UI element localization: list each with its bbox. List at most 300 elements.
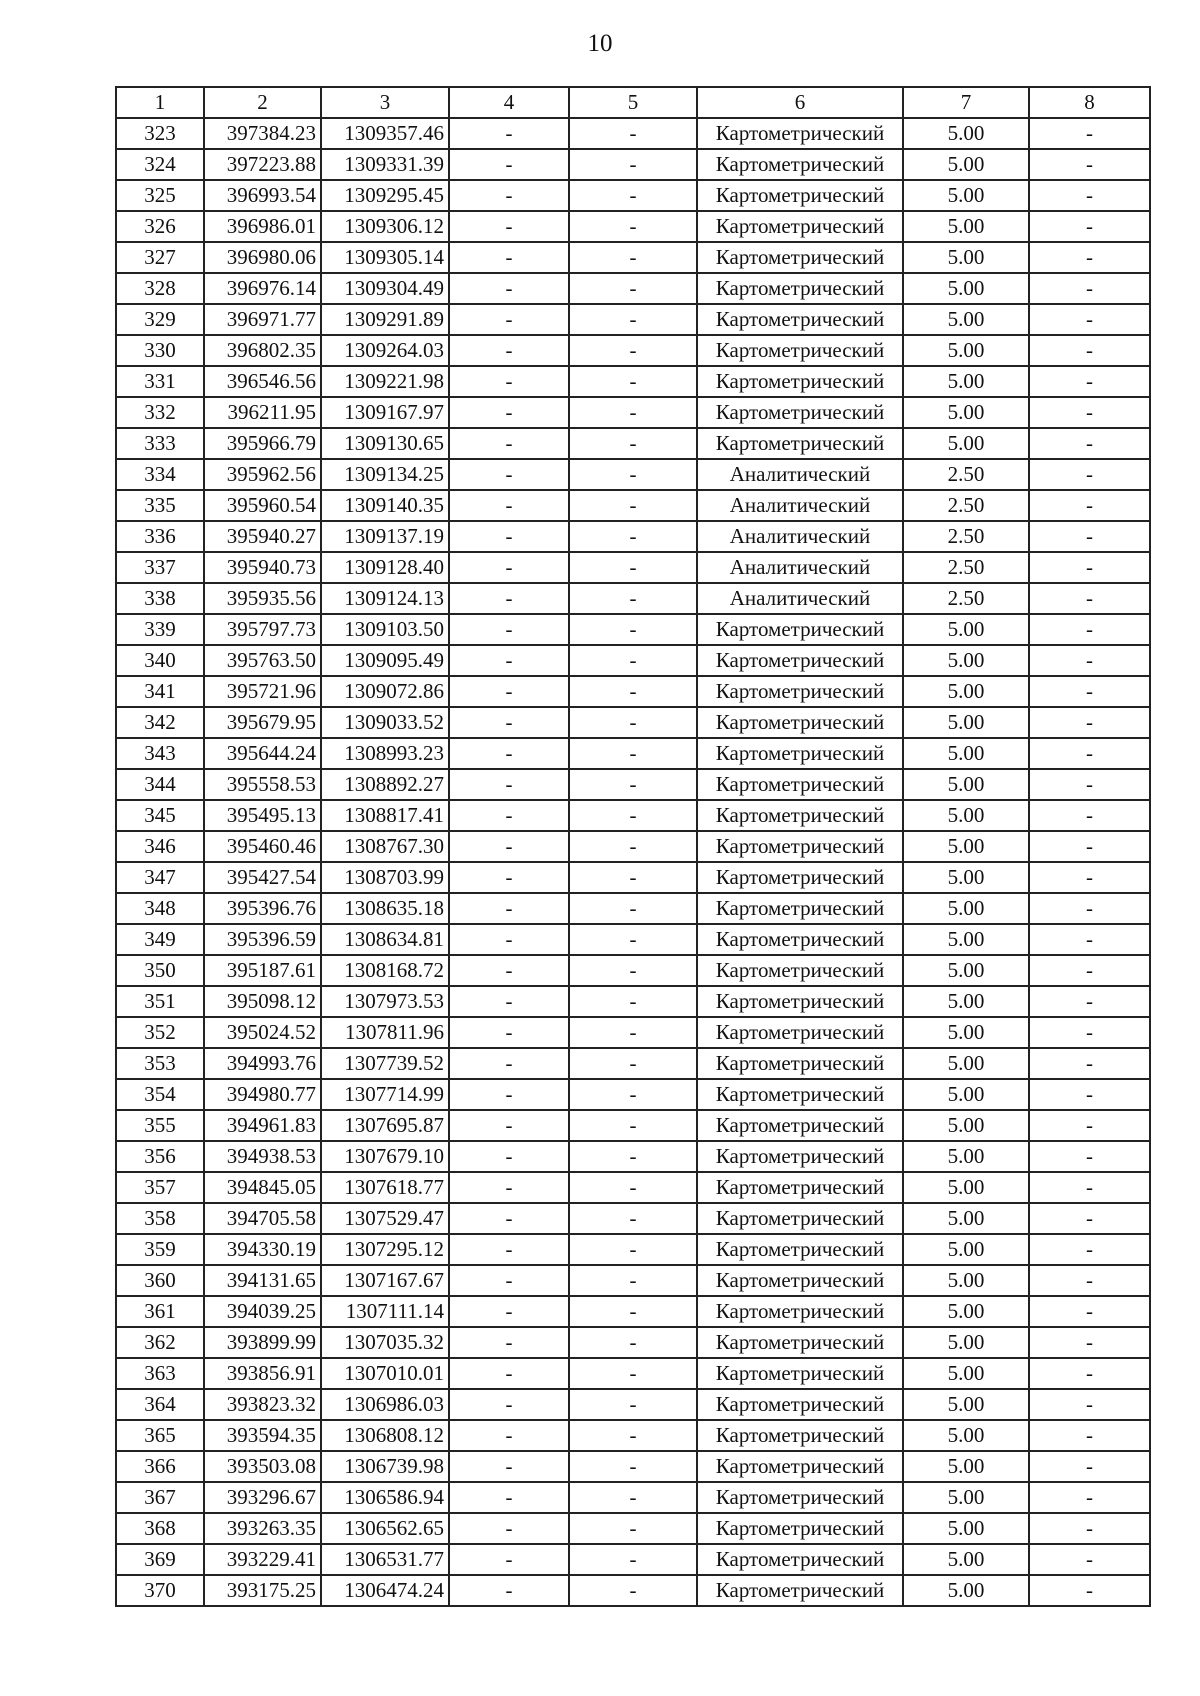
table-row bbox=[116, 707, 1150, 738]
col8-cell: - bbox=[1029, 800, 1150, 831]
col4-cell: - bbox=[449, 676, 569, 707]
method-cell: Картометрический bbox=[697, 1513, 903, 1544]
x-coordinate-cell: 396802.35 bbox=[204, 335, 321, 366]
col5-cell: - bbox=[569, 459, 697, 490]
point-number-cell: 370 bbox=[116, 1575, 204, 1606]
table-row bbox=[116, 1265, 1150, 1296]
col5-cell: - bbox=[569, 1513, 697, 1544]
col8-cell: - bbox=[1029, 366, 1150, 397]
table-row bbox=[116, 490, 1150, 521]
point-number-cell: 358 bbox=[116, 1203, 204, 1234]
x-coordinate-cell: 395797.73 bbox=[204, 614, 321, 645]
x-coordinate-cell: 395024.52 bbox=[204, 1017, 321, 1048]
point-number-cell: 343 bbox=[116, 738, 204, 769]
table-row bbox=[116, 1482, 1150, 1513]
accuracy-cell: 5.00 bbox=[903, 1513, 1029, 1544]
accuracy-cell: 5.00 bbox=[903, 1575, 1029, 1606]
col5-cell: - bbox=[569, 986, 697, 1017]
y-coordinate-cell: 1307973.53 bbox=[321, 986, 449, 1017]
col8-cell: - bbox=[1029, 1451, 1150, 1482]
col4-cell: - bbox=[449, 1482, 569, 1513]
col5-cell: - bbox=[569, 1451, 697, 1482]
col5-cell: - bbox=[569, 1296, 697, 1327]
point-number-cell: 348 bbox=[116, 893, 204, 924]
col4-cell: - bbox=[449, 769, 569, 800]
point-number-cell: 330 bbox=[116, 335, 204, 366]
point-number-cell: 355 bbox=[116, 1110, 204, 1141]
x-coordinate-cell: 394938.53 bbox=[204, 1141, 321, 1172]
table-row bbox=[116, 1079, 1150, 1110]
accuracy-cell: 5.00 bbox=[903, 707, 1029, 738]
col5-cell: - bbox=[569, 490, 697, 521]
accuracy-cell: 5.00 bbox=[903, 1017, 1029, 1048]
y-coordinate-cell: 1307679.10 bbox=[321, 1141, 449, 1172]
method-cell: Аналитический bbox=[697, 583, 903, 614]
table-row bbox=[116, 1110, 1150, 1141]
accuracy-cell: 5.00 bbox=[903, 1234, 1029, 1265]
col8-cell: - bbox=[1029, 583, 1150, 614]
x-coordinate-cell: 396980.06 bbox=[204, 242, 321, 273]
x-coordinate-cell: 393296.67 bbox=[204, 1482, 321, 1513]
col8-cell: - bbox=[1029, 335, 1150, 366]
table-row bbox=[116, 397, 1150, 428]
point-number-cell: 360 bbox=[116, 1265, 204, 1296]
col8-cell: - bbox=[1029, 149, 1150, 180]
y-coordinate-cell: 1309072.86 bbox=[321, 676, 449, 707]
y-coordinate-cell: 1309137.19 bbox=[321, 521, 449, 552]
point-number-cell: 336 bbox=[116, 521, 204, 552]
y-coordinate-cell: 1309264.03 bbox=[321, 335, 449, 366]
point-number-cell: 357 bbox=[116, 1172, 204, 1203]
col5-cell: - bbox=[569, 552, 697, 583]
y-coordinate-cell: 1307714.99 bbox=[321, 1079, 449, 1110]
point-number-cell: 368 bbox=[116, 1513, 204, 1544]
accuracy-cell: 5.00 bbox=[903, 1451, 1029, 1482]
x-coordinate-cell: 395495.13 bbox=[204, 800, 321, 831]
accuracy-cell: 2.50 bbox=[903, 552, 1029, 583]
col5-cell: - bbox=[569, 769, 697, 800]
method-cell: Картометрический bbox=[697, 893, 903, 924]
col5-cell: - bbox=[569, 583, 697, 614]
col4-cell: - bbox=[449, 986, 569, 1017]
col8-cell: - bbox=[1029, 1575, 1150, 1606]
y-coordinate-cell: 1308892.27 bbox=[321, 769, 449, 800]
col4-cell: - bbox=[449, 397, 569, 428]
method-cell: Картометрический bbox=[697, 273, 903, 304]
col4-cell: - bbox=[449, 1017, 569, 1048]
col5-cell: - bbox=[569, 1265, 697, 1296]
method-cell: Картометрический bbox=[697, 831, 903, 862]
table-row bbox=[116, 521, 1150, 552]
col4-cell: - bbox=[449, 1296, 569, 1327]
y-coordinate-cell: 1309134.25 bbox=[321, 459, 449, 490]
column-header: 2 bbox=[204, 87, 321, 118]
accuracy-cell: 5.00 bbox=[903, 924, 1029, 955]
col8-cell: - bbox=[1029, 1482, 1150, 1513]
col5-cell: - bbox=[569, 800, 697, 831]
table-row bbox=[116, 1017, 1150, 1048]
x-coordinate-cell: 393823.32 bbox=[204, 1389, 321, 1420]
y-coordinate-cell: 1309103.50 bbox=[321, 614, 449, 645]
point-number-cell: 367 bbox=[116, 1482, 204, 1513]
point-number-cell: 366 bbox=[116, 1451, 204, 1482]
y-coordinate-cell: 1309306.12 bbox=[321, 211, 449, 242]
point-number-cell: 359 bbox=[116, 1234, 204, 1265]
accuracy-cell: 5.00 bbox=[903, 1544, 1029, 1575]
x-coordinate-cell: 395187.61 bbox=[204, 955, 321, 986]
column-header: 1 bbox=[116, 87, 204, 118]
table-row bbox=[116, 862, 1150, 893]
coordinates-table bbox=[115, 86, 1151, 1607]
method-cell: Аналитический bbox=[697, 521, 903, 552]
column-header: 7 bbox=[903, 87, 1029, 118]
x-coordinate-cell: 394961.83 bbox=[204, 1110, 321, 1141]
table-row bbox=[116, 366, 1150, 397]
column-header: 3 bbox=[321, 87, 449, 118]
table-row bbox=[116, 1420, 1150, 1451]
col5-cell: - bbox=[569, 1141, 697, 1172]
method-cell: Картометрический bbox=[697, 304, 903, 335]
y-coordinate-cell: 1309291.89 bbox=[321, 304, 449, 335]
point-number-cell: 326 bbox=[116, 211, 204, 242]
accuracy-cell: 5.00 bbox=[903, 645, 1029, 676]
col5-cell: - bbox=[569, 862, 697, 893]
x-coordinate-cell: 395960.54 bbox=[204, 490, 321, 521]
col8-cell: - bbox=[1029, 676, 1150, 707]
method-cell: Картометрический bbox=[697, 1265, 903, 1296]
col5-cell: - bbox=[569, 1110, 697, 1141]
method-cell: Картометрический bbox=[697, 1203, 903, 1234]
y-coordinate-cell: 1309140.35 bbox=[321, 490, 449, 521]
x-coordinate-cell: 397223.88 bbox=[204, 149, 321, 180]
x-coordinate-cell: 393229.41 bbox=[204, 1544, 321, 1575]
method-cell: Картометрический bbox=[697, 1079, 903, 1110]
y-coordinate-cell: 1309295.45 bbox=[321, 180, 449, 211]
point-number-cell: 345 bbox=[116, 800, 204, 831]
col8-cell: - bbox=[1029, 645, 1150, 676]
col5-cell: - bbox=[569, 180, 697, 211]
col5-cell: - bbox=[569, 1203, 697, 1234]
col5-cell: - bbox=[569, 1048, 697, 1079]
col4-cell: - bbox=[449, 1544, 569, 1575]
col4-cell: - bbox=[449, 1358, 569, 1389]
method-cell: Картометрический bbox=[697, 118, 903, 149]
col5-cell: - bbox=[569, 366, 697, 397]
y-coordinate-cell: 1306739.98 bbox=[321, 1451, 449, 1482]
y-coordinate-cell: 1309130.65 bbox=[321, 428, 449, 459]
x-coordinate-cell: 396546.56 bbox=[204, 366, 321, 397]
point-number-cell: 338 bbox=[116, 583, 204, 614]
column-header: 4 bbox=[449, 87, 569, 118]
method-cell: Картометрический bbox=[697, 1141, 903, 1172]
x-coordinate-cell: 395558.53 bbox=[204, 769, 321, 800]
y-coordinate-cell: 1306986.03 bbox=[321, 1389, 449, 1420]
y-coordinate-cell: 1307529.47 bbox=[321, 1203, 449, 1234]
y-coordinate-cell: 1307618.77 bbox=[321, 1172, 449, 1203]
y-coordinate-cell: 1307739.52 bbox=[321, 1048, 449, 1079]
x-coordinate-cell: 393175.25 bbox=[204, 1575, 321, 1606]
method-cell: Картометрический bbox=[697, 397, 903, 428]
x-coordinate-cell: 395098.12 bbox=[204, 986, 321, 1017]
method-cell: Картометрический bbox=[697, 645, 903, 676]
x-coordinate-cell: 395940.73 bbox=[204, 552, 321, 583]
col5-cell: - bbox=[569, 335, 697, 366]
col8-cell: - bbox=[1029, 831, 1150, 862]
col5-cell: - bbox=[569, 211, 697, 242]
col4-cell: - bbox=[449, 1327, 569, 1358]
accuracy-cell: 5.00 bbox=[903, 1296, 1029, 1327]
column-header: 6 bbox=[697, 87, 903, 118]
accuracy-cell: 5.00 bbox=[903, 614, 1029, 645]
method-cell: Картометрический bbox=[697, 1389, 903, 1420]
point-number-cell: 339 bbox=[116, 614, 204, 645]
accuracy-cell: 5.00 bbox=[903, 1079, 1029, 1110]
y-coordinate-cell: 1307811.96 bbox=[321, 1017, 449, 1048]
method-cell: Картометрический bbox=[697, 1327, 903, 1358]
col5-cell: - bbox=[569, 738, 697, 769]
point-number-cell: 332 bbox=[116, 397, 204, 428]
y-coordinate-cell: 1309033.52 bbox=[321, 707, 449, 738]
table-row bbox=[116, 304, 1150, 335]
y-coordinate-cell: 1309128.40 bbox=[321, 552, 449, 583]
col8-cell: - bbox=[1029, 1234, 1150, 1265]
y-coordinate-cell: 1309095.49 bbox=[321, 645, 449, 676]
point-number-cell: 342 bbox=[116, 707, 204, 738]
y-coordinate-cell: 1309357.46 bbox=[321, 118, 449, 149]
method-cell: Картометрический bbox=[697, 1234, 903, 1265]
accuracy-cell: 5.00 bbox=[903, 1048, 1029, 1079]
col4-cell: - bbox=[449, 1172, 569, 1203]
col8-cell: - bbox=[1029, 1389, 1150, 1420]
x-coordinate-cell: 395427.54 bbox=[204, 862, 321, 893]
accuracy-cell: 5.00 bbox=[903, 118, 1029, 149]
x-coordinate-cell: 393503.08 bbox=[204, 1451, 321, 1482]
point-number-cell: 329 bbox=[116, 304, 204, 335]
point-number-cell: 351 bbox=[116, 986, 204, 1017]
accuracy-cell: 5.00 bbox=[903, 1389, 1029, 1420]
col8-cell: - bbox=[1029, 118, 1150, 149]
point-number-cell: 334 bbox=[116, 459, 204, 490]
col4-cell: - bbox=[449, 893, 569, 924]
x-coordinate-cell: 395679.95 bbox=[204, 707, 321, 738]
col8-cell: - bbox=[1029, 428, 1150, 459]
point-number-cell: 364 bbox=[116, 1389, 204, 1420]
col8-cell: - bbox=[1029, 273, 1150, 304]
accuracy-cell: 5.00 bbox=[903, 1265, 1029, 1296]
col4-cell: - bbox=[449, 1389, 569, 1420]
y-coordinate-cell: 1309221.98 bbox=[321, 366, 449, 397]
x-coordinate-cell: 394980.77 bbox=[204, 1079, 321, 1110]
accuracy-cell: 5.00 bbox=[903, 1482, 1029, 1513]
accuracy-cell: 5.00 bbox=[903, 335, 1029, 366]
point-number-cell: 353 bbox=[116, 1048, 204, 1079]
col4-cell: - bbox=[449, 118, 569, 149]
col4-cell: - bbox=[449, 1141, 569, 1172]
x-coordinate-cell: 395721.96 bbox=[204, 676, 321, 707]
col4-cell: - bbox=[449, 1265, 569, 1296]
point-number-cell: 328 bbox=[116, 273, 204, 304]
col5-cell: - bbox=[569, 1172, 697, 1203]
point-number-cell: 324 bbox=[116, 149, 204, 180]
method-cell: Картометрический bbox=[697, 366, 903, 397]
x-coordinate-cell: 396211.95 bbox=[204, 397, 321, 428]
y-coordinate-cell: 1308817.41 bbox=[321, 800, 449, 831]
point-number-cell: 347 bbox=[116, 862, 204, 893]
col5-cell: - bbox=[569, 1482, 697, 1513]
method-cell: Картометрический bbox=[697, 1575, 903, 1606]
point-number-cell: 350 bbox=[116, 955, 204, 986]
method-cell: Картометрический bbox=[697, 1172, 903, 1203]
table-row bbox=[116, 893, 1150, 924]
col4-cell: - bbox=[449, 1203, 569, 1234]
col4-cell: - bbox=[449, 1110, 569, 1141]
x-coordinate-cell: 394131.65 bbox=[204, 1265, 321, 1296]
col5-cell: - bbox=[569, 645, 697, 676]
col5-cell: - bbox=[569, 1234, 697, 1265]
y-coordinate-cell: 1306474.24 bbox=[321, 1575, 449, 1606]
y-coordinate-cell: 1308767.30 bbox=[321, 831, 449, 862]
col4-cell: - bbox=[449, 552, 569, 583]
accuracy-cell: 5.00 bbox=[903, 366, 1029, 397]
x-coordinate-cell: 395935.56 bbox=[204, 583, 321, 614]
col4-cell: - bbox=[449, 831, 569, 862]
accuracy-cell: 5.00 bbox=[903, 738, 1029, 769]
method-cell: Картометрический bbox=[697, 1110, 903, 1141]
col4-cell: - bbox=[449, 955, 569, 986]
col4-cell: - bbox=[449, 521, 569, 552]
col8-cell: - bbox=[1029, 769, 1150, 800]
table-row bbox=[116, 614, 1150, 645]
table-header-row bbox=[116, 87, 1150, 118]
column-header: 5 bbox=[569, 87, 697, 118]
x-coordinate-cell: 394039.25 bbox=[204, 1296, 321, 1327]
col5-cell: - bbox=[569, 428, 697, 459]
table-row bbox=[116, 583, 1150, 614]
col8-cell: - bbox=[1029, 211, 1150, 242]
x-coordinate-cell: 395644.24 bbox=[204, 738, 321, 769]
col4-cell: - bbox=[449, 459, 569, 490]
col5-cell: - bbox=[569, 397, 697, 428]
point-number-cell: 356 bbox=[116, 1141, 204, 1172]
accuracy-cell: 2.50 bbox=[903, 459, 1029, 490]
point-number-cell: 325 bbox=[116, 180, 204, 211]
col8-cell: - bbox=[1029, 242, 1150, 273]
table-row bbox=[116, 1141, 1150, 1172]
table-row bbox=[116, 1234, 1150, 1265]
table-row bbox=[116, 1172, 1150, 1203]
accuracy-cell: 5.00 bbox=[903, 180, 1029, 211]
table-row bbox=[116, 769, 1150, 800]
method-cell: Картометрический bbox=[697, 242, 903, 273]
x-coordinate-cell: 393856.91 bbox=[204, 1358, 321, 1389]
col5-cell: - bbox=[569, 893, 697, 924]
x-coordinate-cell: 397384.23 bbox=[204, 118, 321, 149]
table-row bbox=[116, 1544, 1150, 1575]
method-cell: Картометрический bbox=[697, 1048, 903, 1079]
x-coordinate-cell: 396971.77 bbox=[204, 304, 321, 335]
method-cell: Картометрический bbox=[697, 800, 903, 831]
col4-cell: - bbox=[449, 335, 569, 366]
x-coordinate-cell: 394705.58 bbox=[204, 1203, 321, 1234]
col8-cell: - bbox=[1029, 180, 1150, 211]
accuracy-cell: 2.50 bbox=[903, 490, 1029, 521]
y-coordinate-cell: 1306531.77 bbox=[321, 1544, 449, 1575]
col4-cell: - bbox=[449, 614, 569, 645]
col5-cell: - bbox=[569, 304, 697, 335]
x-coordinate-cell: 393594.35 bbox=[204, 1420, 321, 1451]
method-cell: Картометрический bbox=[697, 707, 903, 738]
col4-cell: - bbox=[449, 1513, 569, 1544]
table-row bbox=[116, 335, 1150, 366]
method-cell: Картометрический bbox=[697, 1451, 903, 1482]
col8-cell: - bbox=[1029, 1265, 1150, 1296]
col5-cell: - bbox=[569, 924, 697, 955]
accuracy-cell: 5.00 bbox=[903, 769, 1029, 800]
col8-cell: - bbox=[1029, 521, 1150, 552]
table-row bbox=[116, 273, 1150, 304]
table-row bbox=[116, 428, 1150, 459]
method-cell: Картометрический bbox=[697, 428, 903, 459]
point-number-cell: 354 bbox=[116, 1079, 204, 1110]
col4-cell: - bbox=[449, 1234, 569, 1265]
col5-cell: - bbox=[569, 676, 697, 707]
col4-cell: - bbox=[449, 707, 569, 738]
table-row bbox=[116, 955, 1150, 986]
table-row bbox=[116, 1327, 1150, 1358]
x-coordinate-cell: 393263.35 bbox=[204, 1513, 321, 1544]
col5-cell: - bbox=[569, 149, 697, 180]
method-cell: Картометрический bbox=[697, 862, 903, 893]
accuracy-cell: 5.00 bbox=[903, 1110, 1029, 1141]
col8-cell: - bbox=[1029, 1327, 1150, 1358]
col4-cell: - bbox=[449, 304, 569, 335]
method-cell: Картометрический bbox=[697, 335, 903, 366]
col5-cell: - bbox=[569, 1389, 697, 1420]
y-coordinate-cell: 1307167.67 bbox=[321, 1265, 449, 1296]
col8-cell: - bbox=[1029, 1544, 1150, 1575]
col8-cell: - bbox=[1029, 1110, 1150, 1141]
col8-cell: - bbox=[1029, 1141, 1150, 1172]
y-coordinate-cell: 1307111.14 bbox=[321, 1296, 449, 1327]
table-row bbox=[116, 645, 1150, 676]
col8-cell: - bbox=[1029, 738, 1150, 769]
method-cell: Картометрический bbox=[697, 1358, 903, 1389]
col4-cell: - bbox=[449, 149, 569, 180]
accuracy-cell: 5.00 bbox=[903, 149, 1029, 180]
column-header: 8 bbox=[1029, 87, 1150, 118]
accuracy-cell: 5.00 bbox=[903, 893, 1029, 924]
col5-cell: - bbox=[569, 707, 697, 738]
col5-cell: - bbox=[569, 955, 697, 986]
y-coordinate-cell: 1308703.99 bbox=[321, 862, 449, 893]
x-coordinate-cell: 395763.50 bbox=[204, 645, 321, 676]
col4-cell: - bbox=[449, 738, 569, 769]
accuracy-cell: 5.00 bbox=[903, 273, 1029, 304]
x-coordinate-cell: 394330.19 bbox=[204, 1234, 321, 1265]
table-row bbox=[116, 986, 1150, 1017]
point-number-cell: 344 bbox=[116, 769, 204, 800]
point-number-cell: 331 bbox=[116, 366, 204, 397]
col4-cell: - bbox=[449, 1420, 569, 1451]
accuracy-cell: 2.50 bbox=[903, 521, 1029, 552]
table-row bbox=[116, 1389, 1150, 1420]
method-cell: Картометрический bbox=[697, 986, 903, 1017]
col5-cell: - bbox=[569, 521, 697, 552]
col8-cell: - bbox=[1029, 304, 1150, 335]
col5-cell: - bbox=[569, 1420, 697, 1451]
method-cell: Аналитический bbox=[697, 552, 903, 583]
table-row bbox=[116, 459, 1150, 490]
